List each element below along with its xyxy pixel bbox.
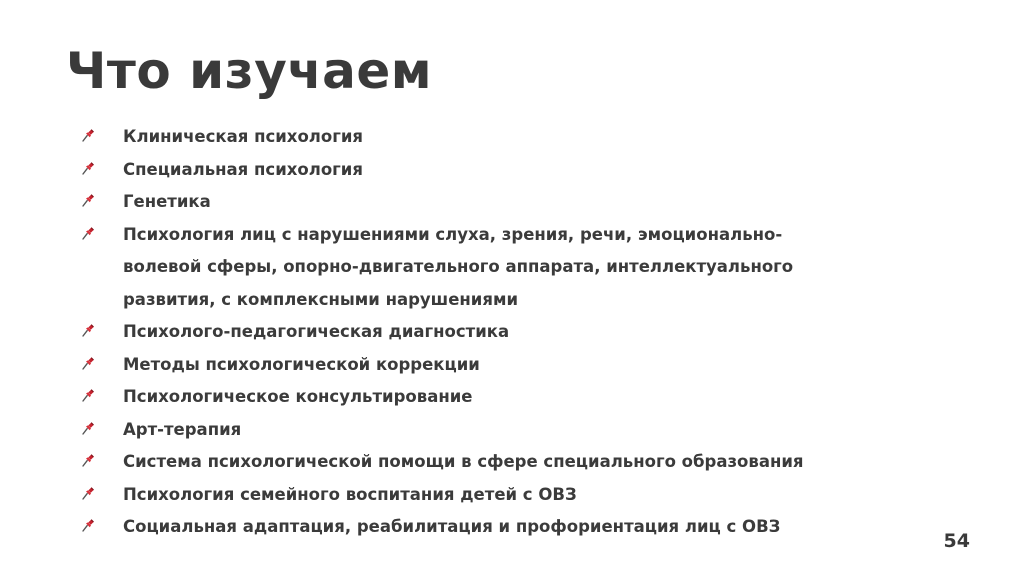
list-item-text: Психологическое консультирование xyxy=(123,387,473,406)
pushpin-icon xyxy=(80,420,96,436)
pushpin-icon xyxy=(80,355,96,371)
page-number: 54 xyxy=(943,530,970,552)
pushpin-icon xyxy=(80,322,96,338)
list-item-text: Генетика xyxy=(123,192,211,211)
list-item-text: Социальная адаптация, реабилитация и профориентация лиц с ОВЗ xyxy=(123,517,781,536)
pushpin-icon xyxy=(80,517,96,533)
list-item xyxy=(80,511,860,544)
pushpin-icon xyxy=(80,160,96,176)
list-item-text: Система психологической помощи в сфере специального образования xyxy=(123,452,804,471)
list-item xyxy=(80,349,860,382)
list-item-text: Методы психологической коррекции xyxy=(123,354,480,374)
list-item-text: Клиническая психология xyxy=(123,127,363,146)
pushpin-icon xyxy=(80,127,96,143)
list-item xyxy=(80,316,860,349)
list-item xyxy=(80,479,860,512)
list-item xyxy=(80,446,860,479)
list-item-text: Психология лиц с нарушениями слуха, зрения, речи, эмоционально-волевой сферы, опорно-двигательного аппарата, интеллектуального развития, с комплексными нарушениями xyxy=(123,224,794,309)
pushpin-icon xyxy=(80,387,96,403)
list-item-text: Специальная психология xyxy=(123,159,363,179)
list-item-text: Арт-терапия xyxy=(123,419,242,439)
list-item-text: Психолого-педагогическая диагностика xyxy=(123,322,510,341)
pushpin-icon xyxy=(80,485,96,501)
list-item xyxy=(80,219,860,317)
list-item xyxy=(80,381,860,414)
list-item xyxy=(80,186,860,219)
list-item xyxy=(80,121,860,154)
list-item xyxy=(80,414,860,447)
slide-title: Что изучаем xyxy=(66,42,433,100)
pushpin-icon xyxy=(80,192,96,208)
list-item-text: Психология семейного воспитания детей с ОВЗ xyxy=(123,484,577,504)
pushpin-icon xyxy=(80,225,96,241)
topic-list xyxy=(80,121,860,544)
list-item xyxy=(80,154,860,187)
pushpin-icon xyxy=(80,452,96,468)
